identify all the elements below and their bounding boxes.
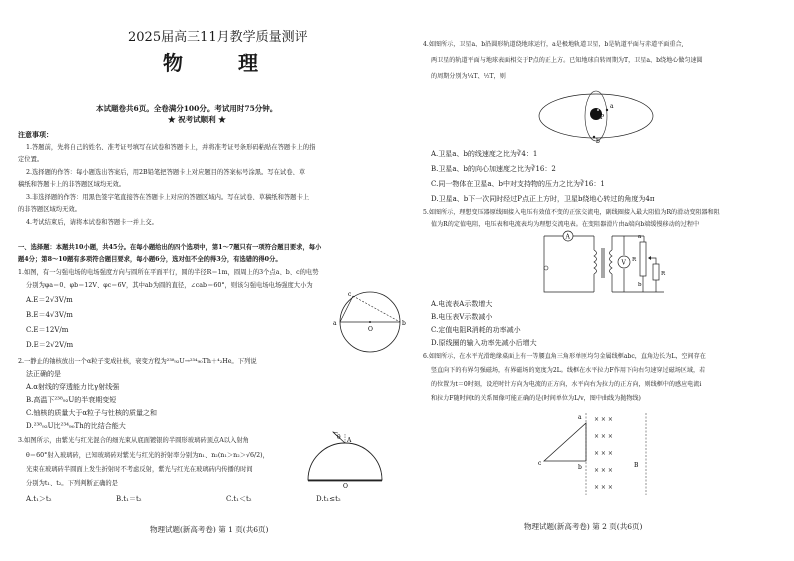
q3-stem: 分别为t₁、t₂。下列判断正确的是 (26, 480, 118, 487)
page-footer: 物理试题(新高考卷) 第 1 页(共6页) (150, 525, 269, 534)
q5-option-c: C.定值电阻R消耗的功率减小 (431, 326, 521, 334)
exam-title: 2025届高三11月教学质量测评 (128, 30, 308, 45)
svg-text:× × ×: × × × (594, 484, 613, 491)
point-b-label: b (402, 320, 406, 327)
q3-stem: θ＝60°射入玻璃砖，已知玻璃砖对紫光与红光的折射率分别为n₁、n₂(n₁＞n₂＞√6/2)， (26, 452, 269, 459)
note-line: 3.非选择题的作答：用黑色签字笔直接答在答题卡上对应的答题区域内。写在试卷、草稿纸和答题卡上 (26, 194, 310, 201)
vertex-c-label: c (538, 460, 542, 467)
q2-stem: 法正确的是 (26, 370, 61, 378)
q3-stem: 3.如图所示，由紫光与红光混合的细光束从底面镀银的半圆形玻璃砖顶点A以入射角 (18, 437, 249, 444)
q3-option-c: C.t₁＜t₂ (226, 495, 252, 503)
point-c-label: c (348, 291, 352, 298)
satellite-b-label: b (596, 138, 600, 144)
vertex-a-label: a (578, 414, 582, 421)
q3-stem: 光束在玻璃砖半圆面上发生折射时不考虑反射，紫光与红光在玻璃砖内传播的时间 (26, 466, 253, 473)
good-luck-line: ★ 祝考试顺利 ★ (168, 115, 226, 124)
voltmeter-label: V (621, 259, 626, 267)
note-line: 2.选择题的作答：每小题选出答案后，用2B铅笔把答题卡上对应题目的答案标号涂黑。写在试卷、草 (26, 169, 306, 176)
q6-stem: 和拉力F随时间t的关系图像可能正确的是(时间单位为L/v，图中曲线为抛物线) (431, 395, 641, 402)
section-instructions: 题4分；第8～10题有多项符合题目要求，每小题6分，选对但不全的得3分，有选错的得0分。 (18, 256, 282, 263)
q5-option-b: B.电压表V示数减小 (431, 313, 493, 321)
q5-option-d: D.原线圈的输入功率先减小后增大 (431, 339, 537, 347)
center-o-label: O (368, 326, 373, 333)
q4-option-c: C.同一物体在卫星a、b中对支持物的压力之比为∛16：1 (431, 180, 605, 188)
section-instructions: 一、选择题：本题共10小题，共45分。在每小题给出的四个选项中，第1～7题只有一项符合题目要求，每小 (18, 244, 322, 251)
q4-option-b: B.卫星a、b的向心加速度之比为∛16：2 (431, 165, 556, 173)
exam-page-2 (414, 0, 794, 561)
q3-option-b: B.t₁＝t₂ (116, 495, 142, 503)
q4-stem: 两卫星的轨道平面与地球表面相交于P点的正上方。已知地球自转周期为T，卫星a、b绕地心做匀速圆 (431, 57, 703, 64)
point-p-label: P (600, 114, 605, 121)
note-line: 稿纸和答题卡上的非答题区域均无效。 (18, 181, 126, 188)
rheostat-label: R (632, 257, 637, 263)
angle-theta-label: θ (337, 434, 341, 441)
svg-text:× × ×: × × × (594, 450, 613, 457)
q4-option-d: D.卫星a、b下一次同时经过P点正上方时，卫星b绕地心转过的角度为4π (431, 195, 655, 203)
q1-circle-figure (330, 290, 410, 356)
note-line: 定位置。 (18, 156, 44, 163)
q1-option-a: A.E＝2√3V/m (26, 296, 73, 304)
terminal-b-label: b (638, 282, 642, 288)
svg-text:× × ×: × × × (594, 433, 613, 440)
notes-heading: 注意事项： (18, 130, 53, 139)
q5-stem: 5.如图所示，理想变压器原线圈接入电压有效值不变的正弦交流电，副线圈接入最大阻值为R的滑动变阻器和阻 (423, 209, 720, 216)
note-line: 的非答题区域均无效。 (18, 206, 81, 213)
q3-semicircle-figure (300, 430, 390, 488)
satellite-a-label: a (610, 103, 614, 110)
resistor-label: R (661, 271, 666, 277)
q6-stem: 6.如图所示，在水平光滑绝缘桌面上有一等腰直角三角形单匝均匀金属线框abc，直角边长为L，空间存在 (423, 353, 706, 360)
exam-info: 本试题卷共6页。全卷满分100分。考试用时75分钟。 (96, 104, 278, 113)
q2-option-b: B.高温下²³⁸₉₂U的半衰期变短 (26, 396, 117, 404)
q4-orbit-figure (534, 86, 654, 144)
q1-stem: 分别为φa＝0、φb＝12V、φc＝6V，其中ab为圆的直径，∠cab＝60°，则该匀强电场电场强度大小为 (26, 282, 313, 289)
subject-title: 物 理 (163, 51, 282, 75)
note-line: 4.考试结束后，请将本试卷和答题卡一并上交。 (26, 219, 158, 226)
ammeter-label: A (565, 233, 570, 241)
q3-option-a: A.t₁＞t₂ (26, 495, 52, 503)
q6-magnetic-field-figure (534, 405, 654, 497)
q4-stem: 4.如图所示，卫星a、b沿圆形轨道绕地球运行，a是极地轨道卫星，b是轨道平面与赤道平面重合, (423, 41, 684, 48)
field-cross-marks (594, 416, 613, 491)
q6-stem: 的位置为t＝0时刻，设逆时针方向为电流的正方向，水平向右为拉力的正方向，则线框中的感应电流i (431, 381, 702, 388)
point-a-label: a (333, 320, 337, 327)
note-line: 1.答题前，先将自己的姓名、准考证号填写在试卷和答题卡上，并将准考证号条形码粘贴在答题卡上的指 (26, 144, 316, 151)
q2-stem: 2.一静止的铀核放出一个α粒子变成钍核，衰变方程为²³⁸₉₂U→²³⁴₉₀Th＋⁴₂He。下列说 (18, 358, 257, 365)
q1-stem: 1.如图，有一匀强电场的电场强度方向与圆所在平面平行，圆的半径R＝1m，圆周上的3个点a、b、c的电势 (18, 269, 319, 276)
q2-option-a: A.α射线的穿透能力比γ射线强 (26, 383, 120, 391)
q5-option-a: A.电流表A示数增大 (431, 300, 493, 308)
svg-text:× × ×: × × × (594, 467, 613, 474)
q1-option-d: D.E＝2√2V/m (26, 341, 74, 349)
q3-option-d: D.t₁≤t₂ (316, 495, 341, 503)
terminal-a-label: a (638, 234, 642, 240)
q4-option-a: A.卫星a、b的线速度之比为∛4：1 (431, 150, 538, 158)
q1-option-c: C.E＝12V/m (26, 326, 69, 334)
center-o-label: O (343, 483, 348, 488)
q5-transformer-circuit (524, 228, 674, 300)
field-b-label: B (634, 462, 639, 469)
q5-stem: 值为R的定值电阻，电压表和电流表均为理想交流电表。在变阻器滑片由a端向b端缓慢移动的过程中 (431, 221, 700, 228)
q1-option-b: B.E＝4√3V/m (26, 311, 73, 319)
q2-option-d: D.²³⁸₉₂U比²³⁴₉₀Th的比结合能大 (26, 422, 126, 430)
svg-text:× × ×: × × × (594, 416, 613, 423)
point-a-label: A (347, 437, 352, 444)
q4-stem: 的周期分别为¼T、½T，则 (431, 73, 506, 80)
q2-option-c: C.铀核的质量大于α粒子与钍核的质量之和 (26, 409, 158, 417)
vertex-b-label: b (578, 464, 582, 471)
page-footer: 物理试题(新高考卷) 第 2 页(共6页) (524, 522, 643, 531)
q6-stem: 竖直向下的有界匀强磁场，有界磁场的宽度为2L。线框在水平拉力F作用下向右匀速穿过磁场区域，若 (431, 367, 706, 374)
